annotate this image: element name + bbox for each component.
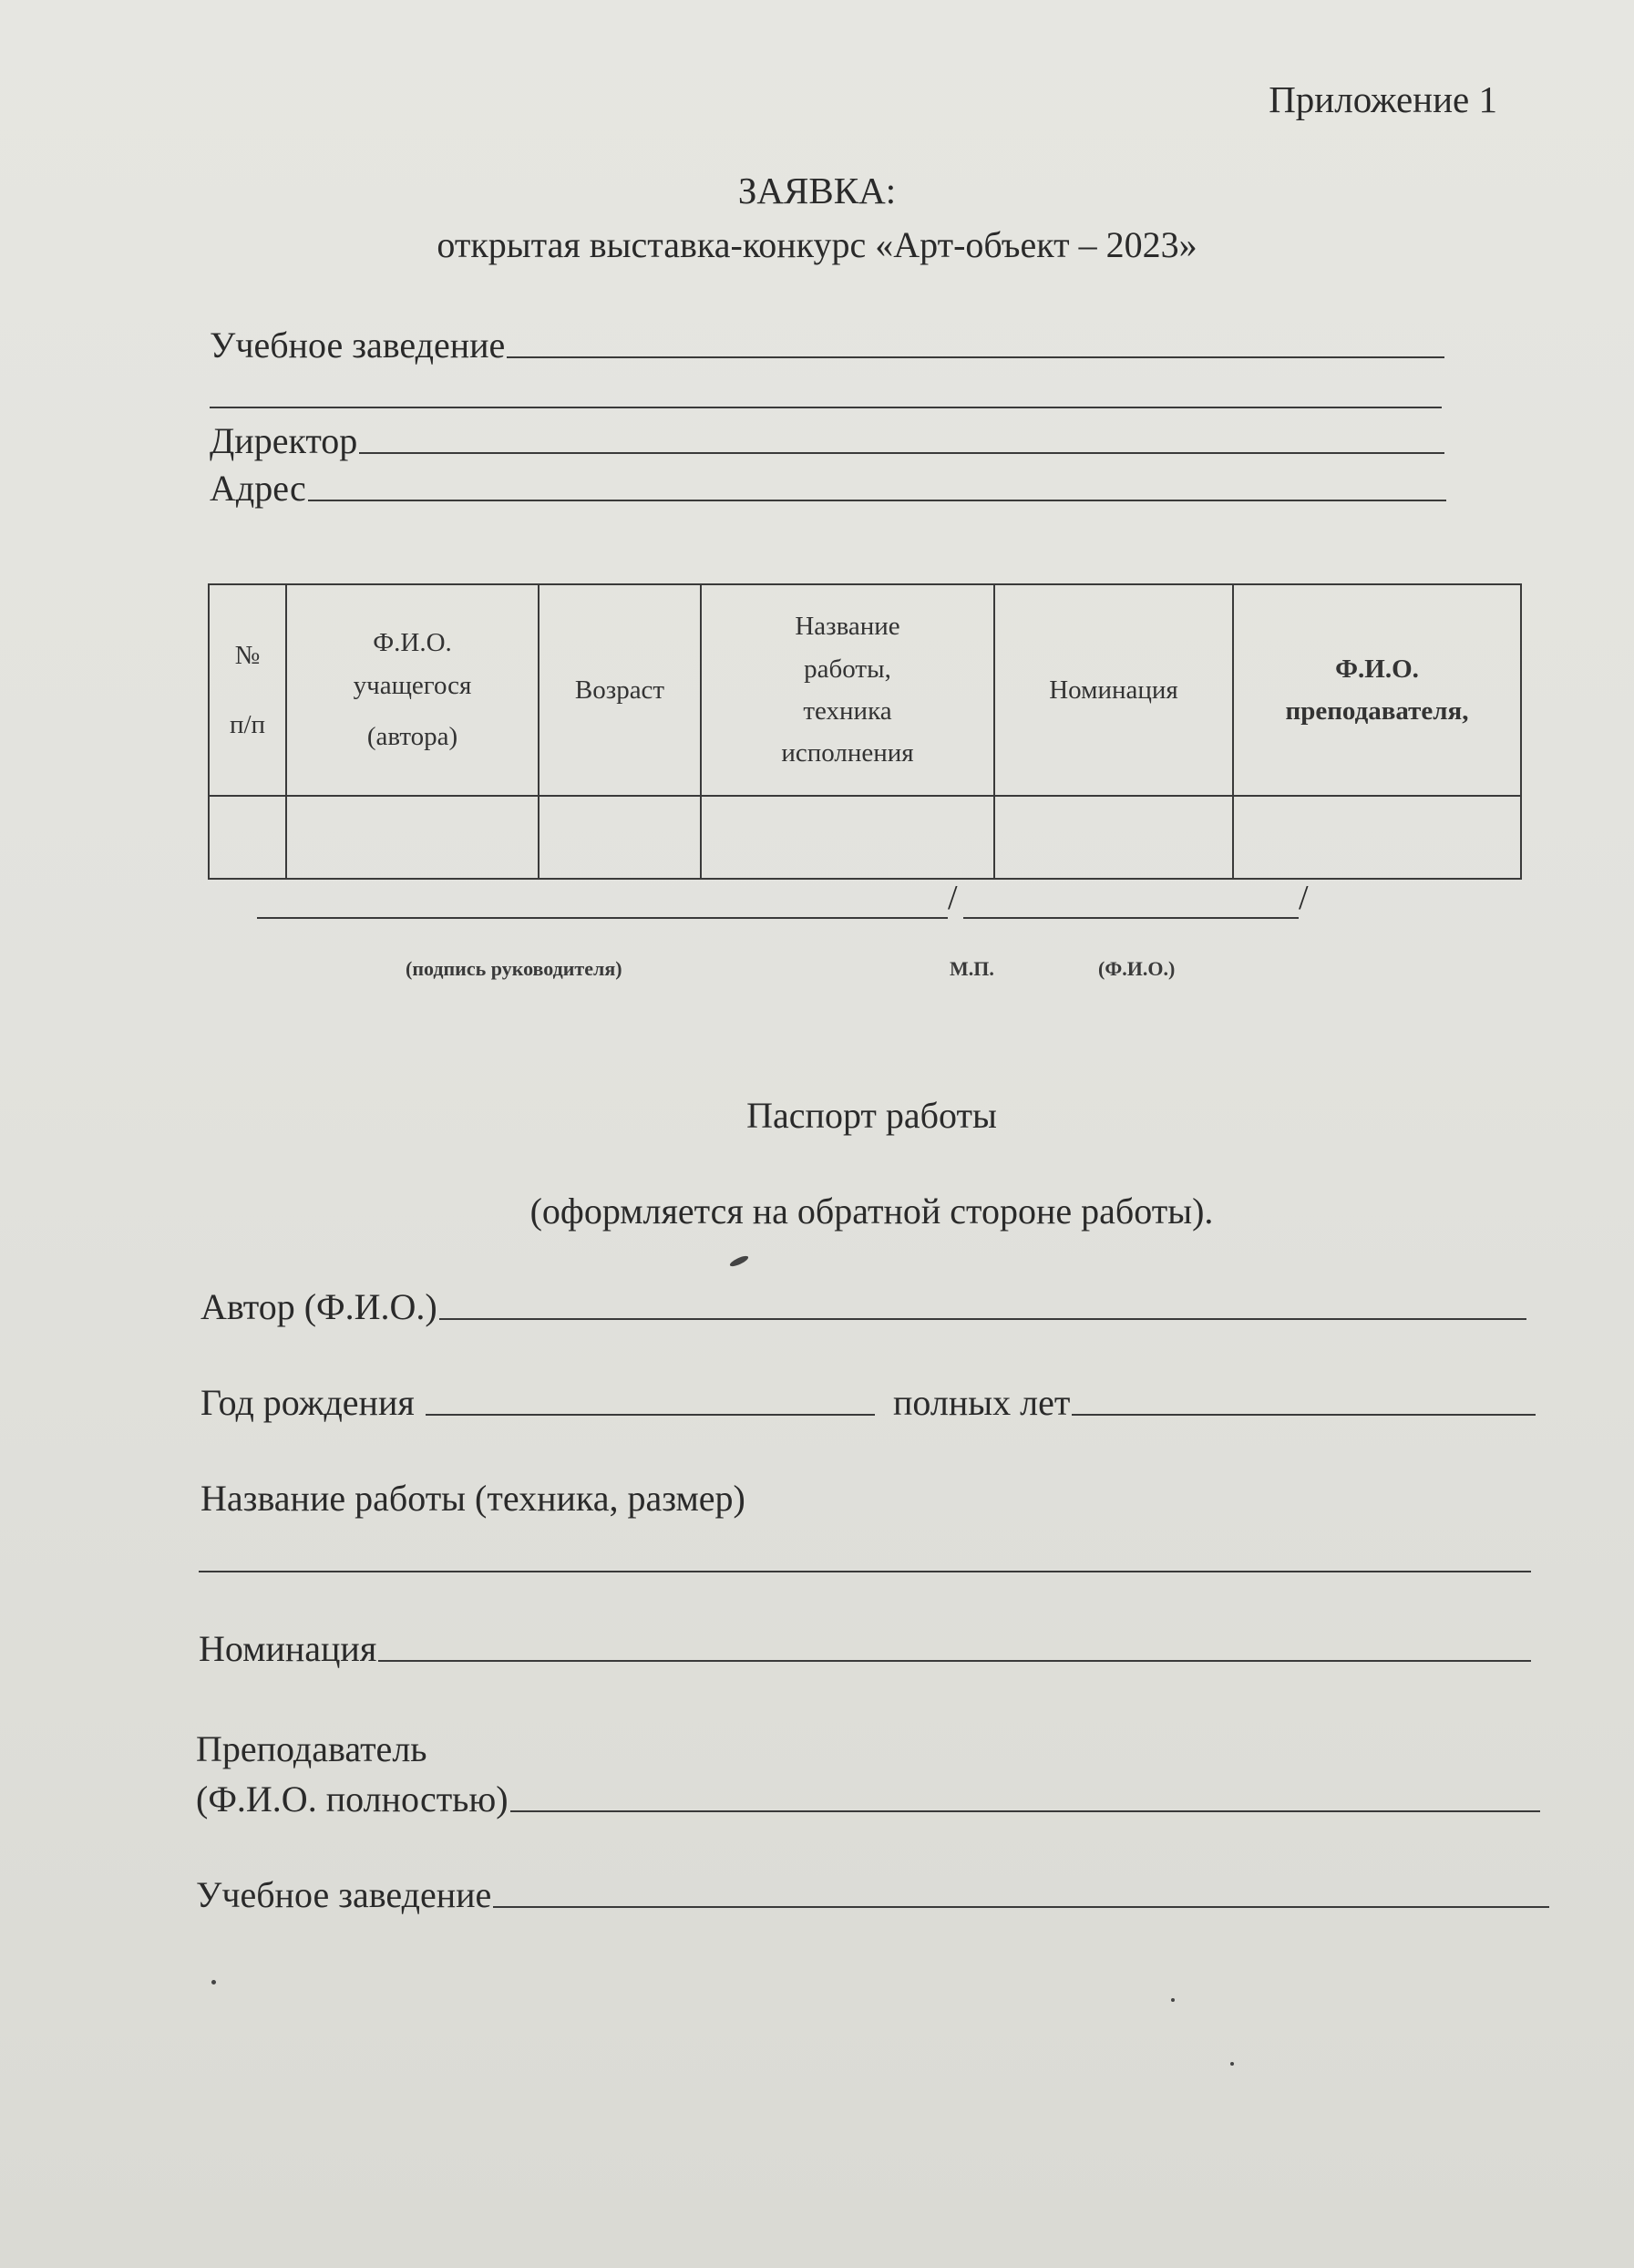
table-cell[interactable] — [209, 796, 286, 879]
birth-year-label: Год рождения — [200, 1382, 415, 1423]
full-years-label: полных лет — [893, 1382, 1071, 1423]
institution-extra-line[interactable] — [210, 406, 1442, 408]
institution-line[interactable] — [507, 356, 1444, 358]
institution-field[interactable] — [210, 324, 1444, 366]
birth-year-line[interactable] — [426, 1413, 875, 1416]
director-line[interactable] — [359, 451, 1444, 454]
name-slash: / — [1299, 879, 1309, 917]
table-header-row — [209, 584, 1521, 796]
teacher-line[interactable] — [510, 1809, 1540, 1812]
document-subtitle: открытая выставка-конкурс «Арт-объект – 2023» — [437, 224, 1197, 265]
table-cell[interactable] — [994, 796, 1233, 879]
author-label: Автор (Ф.И.О.) — [200, 1286, 437, 1327]
signature-caption: (подпись руководителя) — [406, 957, 622, 980]
document-title: ЗАЯВКА: — [737, 170, 897, 211]
header-work-title: Название работы, техника исполнения — [701, 584, 994, 796]
birth-year-field[interactable] — [200, 1381, 875, 1424]
ink-speck — [729, 1254, 750, 1269]
author-line[interactable] — [439, 1317, 1526, 1320]
signature-line[interactable] — [257, 916, 948, 919]
teacher-label-line2: (Ф.И.О. полностью) — [196, 1778, 509, 1820]
table-cell[interactable] — [1233, 796, 1521, 879]
header-age: Возраст — [539, 584, 701, 796]
full-years-field[interactable] — [893, 1381, 1536, 1424]
table-cell[interactable] — [539, 796, 701, 879]
passport-institution-field[interactable] — [196, 1873, 1549, 1916]
passport-institution-line[interactable] — [493, 1905, 1549, 1908]
ink-speck — [211, 1980, 216, 1984]
author-field[interactable] — [200, 1285, 1526, 1328]
address-line[interactable] — [308, 499, 1446, 501]
table-cell[interactable] — [286, 796, 539, 879]
header-student-name: Ф.И.О. учащегося (автора) — [286, 584, 539, 796]
director-field[interactable] — [210, 419, 1444, 462]
director-label: Директор — [210, 420, 358, 461]
passport-institution-label: Учебное заведение — [196, 1874, 492, 1915]
address-field[interactable] — [210, 467, 1446, 510]
header-number: № п/п — [209, 584, 286, 796]
ink-speck — [1171, 1998, 1175, 2002]
nomination-label: Номинация — [199, 1628, 377, 1669]
table-cell[interactable] — [701, 796, 994, 879]
passport-note: (оформляется на обратной стороне работы). — [529, 1191, 1214, 1232]
teacher-label-line1: Преподаватель — [196, 1728, 427, 1769]
teacher-field[interactable] — [196, 1778, 1540, 1820]
header-teacher-name: Ф.И.О. преподавателя, — [1233, 584, 1521, 796]
work-title-line[interactable] — [199, 1570, 1531, 1572]
name-line[interactable] — [963, 916, 1299, 919]
name-caption: (Ф.И.О.) — [1098, 957, 1176, 980]
header-nomination: Номинация — [994, 584, 1233, 796]
passport-title: Паспорт работы — [746, 1095, 997, 1136]
work-title-label: Название работы (техника, размер) — [200, 1478, 745, 1519]
ink-speck — [1230, 2062, 1234, 2066]
application-table — [208, 583, 1522, 880]
signature-slash: / — [948, 879, 958, 917]
institution-label: Учебное заведение — [210, 325, 506, 366]
address-label: Адрес — [210, 468, 306, 509]
table-row — [209, 796, 1521, 879]
nomination-line[interactable] — [378, 1659, 1531, 1662]
appendix-label: Приложение 1 — [1269, 78, 1497, 120]
stamp-caption: М.П. — [950, 957, 994, 980]
full-years-line[interactable] — [1072, 1413, 1536, 1416]
nomination-field[interactable] — [199, 1627, 1531, 1670]
